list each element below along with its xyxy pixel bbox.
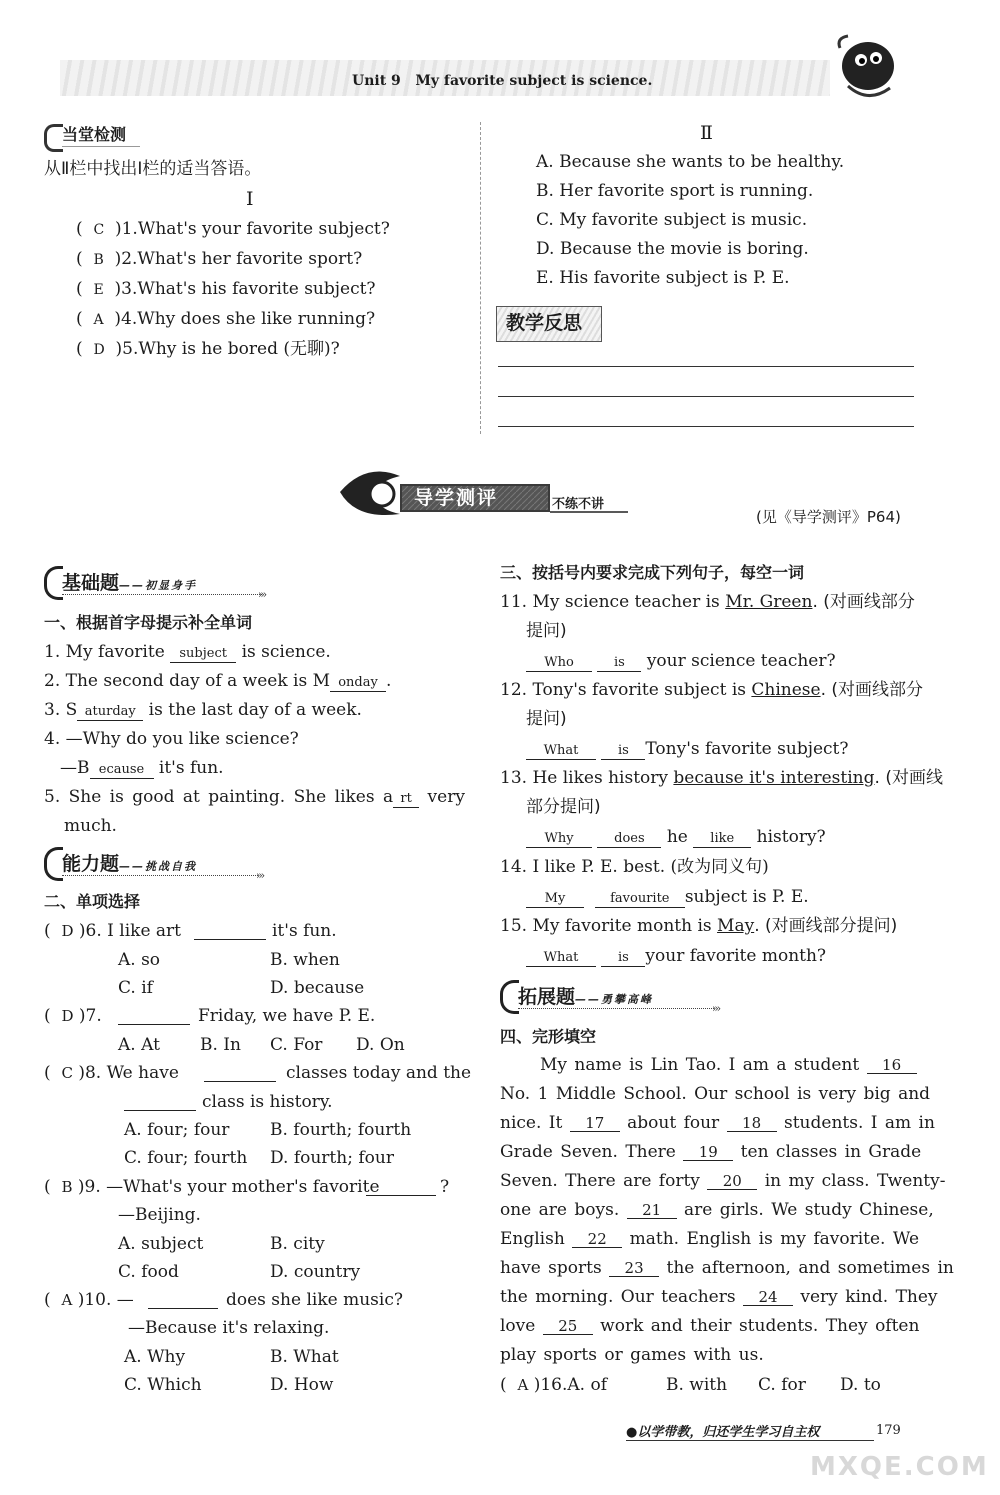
check-question: ( D )5.Why is he bored (无聊)? — [76, 339, 340, 359]
extend-heading: 拓展题——勇攀高峰 — [518, 986, 654, 1008]
check-answer[interactable]: B — [93, 252, 104, 268]
q4-reply: —B ecause it's fun. — [60, 758, 224, 778]
reflection-line[interactable] — [498, 396, 914, 397]
q6-stem: ( D )6. I like art — [44, 921, 181, 941]
cloze-line: the morning. Our teachers 24 very kind. They — [500, 1287, 938, 1307]
option[interactable]: B. fourth; fourth — [270, 1120, 412, 1140]
check-bracket-icon — [44, 124, 63, 152]
option[interactable]: C. four; fourth — [124, 1148, 248, 1168]
cloze-line: one are boys. 21 are girls. We study Chinese, — [500, 1200, 934, 1220]
a11: Who is your science teacher? — [526, 650, 836, 672]
a14: My favourite subject is P. E. — [526, 886, 809, 908]
cloze-line: nice. It 17 about four 18 students. I am in — [500, 1113, 935, 1133]
option[interactable]: D. How — [270, 1375, 334, 1395]
reflection-line[interactable] — [498, 426, 914, 427]
option[interactable]: D. fourth; four — [270, 1148, 394, 1168]
check-answer[interactable]: D — [93, 342, 105, 358]
reflection-line[interactable] — [498, 366, 914, 367]
cloze-line: play sports or games with us. — [500, 1345, 764, 1365]
q16: ( A )16.A. of — [500, 1375, 607, 1395]
q12: 12. Tony's favorite subject is Chinese. (对画线部分 — [500, 680, 924, 700]
part3-title: 三、按括号内要求完成下列句子，每空一词 — [500, 563, 805, 582]
cloze-blank[interactable]: 24 — [743, 1289, 793, 1306]
q5-answer[interactable]: rt — [393, 791, 419, 808]
check-answer[interactable]: A — [93, 312, 104, 328]
q2: 2. The second day of a week is M onday . — [44, 671, 392, 691]
col1-label: Ⅰ — [246, 188, 254, 210]
cloze-blank[interactable]: 17 — [570, 1115, 620, 1132]
q3-answer[interactable]: aturday — [77, 704, 143, 721]
check-option: E. His favorite subject is P. E. — [536, 268, 790, 288]
option[interactable]: D. On — [356, 1035, 405, 1055]
option[interactable]: A. At — [118, 1035, 160, 1055]
part2-title: 二、单项选择 — [44, 892, 141, 911]
q3: 3. S aturday is the last day of a week. — [44, 700, 362, 720]
reflection-heading: 教学反思 — [506, 312, 583, 334]
option[interactable]: B. What — [270, 1347, 339, 1367]
footer-motto: ●以学带教，归还学生学习自主权 — [626, 1425, 820, 1440]
cloze-blank[interactable]: 16 — [867, 1057, 917, 1074]
q5: 5. She is good at painting. She likes a rt very — [44, 787, 465, 807]
check-option: A. Because she wants to be healthy. — [536, 152, 845, 172]
q14: 14. I like P. E. best. (改为同义句) — [500, 857, 769, 877]
option[interactable]: A. four; four — [124, 1120, 230, 1140]
a12: What is Tony's favorite subject? — [526, 738, 849, 760]
part4-title: 四、完形填空 — [500, 1027, 597, 1046]
q7-answer[interactable]: D — [61, 1007, 74, 1025]
check-question: ( C )1.What's your favorite subject? — [76, 219, 390, 239]
ability-heading: 能力题——挑战自我 — [62, 853, 198, 875]
check-question: ( B )2.What's her favorite sport? — [76, 249, 363, 269]
q1-answer[interactable]: subject — [170, 646, 236, 663]
q6-answer[interactable]: D — [61, 922, 74, 940]
mascot-icon — [828, 28, 908, 106]
cloze-line: love 25 work and their students. They often — [500, 1316, 920, 1336]
q11: 11. My science teacher is Mr. Green. (对画线部分 — [500, 592, 915, 612]
check-question: ( A )4.Why does she like running? — [76, 309, 376, 329]
cloze-line: have sports 23 the afternoon, and sometimes in — [500, 1258, 954, 1278]
option[interactable]: C. if — [118, 978, 153, 998]
q10-blank[interactable] — [148, 1307, 218, 1309]
option[interactable]: C. food — [118, 1262, 179, 1282]
q9-answer[interactable]: B — [61, 1178, 73, 1196]
watermark: MXQE.COM — [810, 1452, 989, 1482]
option[interactable]: B. when — [270, 950, 340, 970]
cloze-line: No. 1 Middle School. Our school is very big and — [500, 1084, 931, 1104]
check-option: B. Her favorite sport is running. — [536, 181, 814, 201]
check-option: D. Because the movie is boring. — [536, 239, 809, 259]
option[interactable]: A. so — [118, 950, 161, 970]
option[interactable]: B. city — [270, 1234, 325, 1254]
cloze-blank[interactable]: 23 — [609, 1260, 659, 1277]
option[interactable]: B. In — [200, 1035, 241, 1055]
cloze-line: My name is Lin Tao. I am a student 16 — [540, 1054, 924, 1076]
cloze-blank[interactable]: 20 — [707, 1173, 757, 1190]
q13: 13. He likes history because it's interesting. (对画线 — [500, 768, 943, 788]
q15: 15. My favorite month is May. (对画线部分提问) — [500, 916, 898, 936]
q7-blank[interactable] — [118, 1023, 190, 1025]
q8-blank[interactable] — [124, 1109, 196, 1111]
option[interactable]: C. For — [270, 1035, 323, 1055]
cloze-blank[interactable]: 25 — [543, 1318, 593, 1335]
q10-answer[interactable]: A — [61, 1291, 73, 1309]
col2-label: Ⅱ — [700, 122, 713, 144]
q2-answer[interactable]: onday — [330, 675, 386, 692]
option[interactable]: A. subject — [118, 1234, 204, 1254]
basic-heading: 基础题——初显身手 — [62, 572, 198, 594]
q10-stem: ( A )10. — — [44, 1290, 134, 1310]
q8-answer[interactable]: C — [61, 1064, 73, 1082]
check-answer[interactable]: E — [93, 282, 104, 298]
banner-title: 导学测评 — [414, 487, 499, 509]
cloze-blank[interactable]: 22 — [572, 1231, 622, 1248]
cloze-blank[interactable]: 21 — [627, 1202, 677, 1219]
part1-title: 一、根据首字母提示补全单词 — [44, 613, 253, 632]
unit-label: Unit 9 My favorite subject is science. — [352, 73, 653, 89]
banner-slogan: 不练不讲 — [552, 497, 605, 512]
q4: 4. —Why do you like science? — [44, 729, 299, 749]
banner-ref: (见《导学测评》P64) — [756, 508, 901, 526]
q6-blank[interactable] — [194, 938, 266, 940]
q9-stem: ( B )9. —What's your mother's favorite — [44, 1177, 380, 1197]
a15: What is your favorite month? — [526, 945, 826, 967]
q9-blank[interactable] — [366, 1194, 436, 1196]
check-answer[interactable]: C — [93, 222, 105, 238]
cloze-line: Seven. There are forty 20 in my class. Twenty- — [500, 1171, 946, 1191]
q1: 1. My favorite subject is science. — [44, 642, 331, 662]
option[interactable]: C. Which — [124, 1375, 202, 1395]
cloze-blank[interactable]: 19 — [683, 1144, 733, 1161]
q5-cont: much. — [64, 816, 117, 836]
q4-answer[interactable]: ecause — [90, 762, 154, 779]
option[interactable]: A. Why — [124, 1347, 186, 1367]
q7-stem: ( D )7. — [44, 1006, 102, 1026]
cloze-blank[interactable]: 18 — [727, 1115, 777, 1132]
q8-stem: ( C )8. We have — [44, 1063, 179, 1083]
check-option: C. My favorite subject is music. — [536, 210, 808, 230]
page-number: 179 — [876, 1423, 901, 1438]
check-question: ( E )3.What's his favorite subject? — [76, 279, 376, 299]
a13: Why does he like history? — [526, 826, 826, 848]
check-instruction: 从Ⅱ栏中找出Ⅰ栏的适当答语。 — [44, 159, 262, 179]
cloze-line: English 22 math. English is my favorite. We — [500, 1229, 920, 1249]
q8-blank[interactable] — [204, 1080, 276, 1082]
cloze-line: Grade Seven. There 19 ten classes in Grade — [500, 1142, 922, 1162]
check-heading: 当堂检测 — [62, 125, 127, 144]
option[interactable]: D. because — [270, 978, 365, 998]
option[interactable]: D. country — [270, 1262, 361, 1282]
